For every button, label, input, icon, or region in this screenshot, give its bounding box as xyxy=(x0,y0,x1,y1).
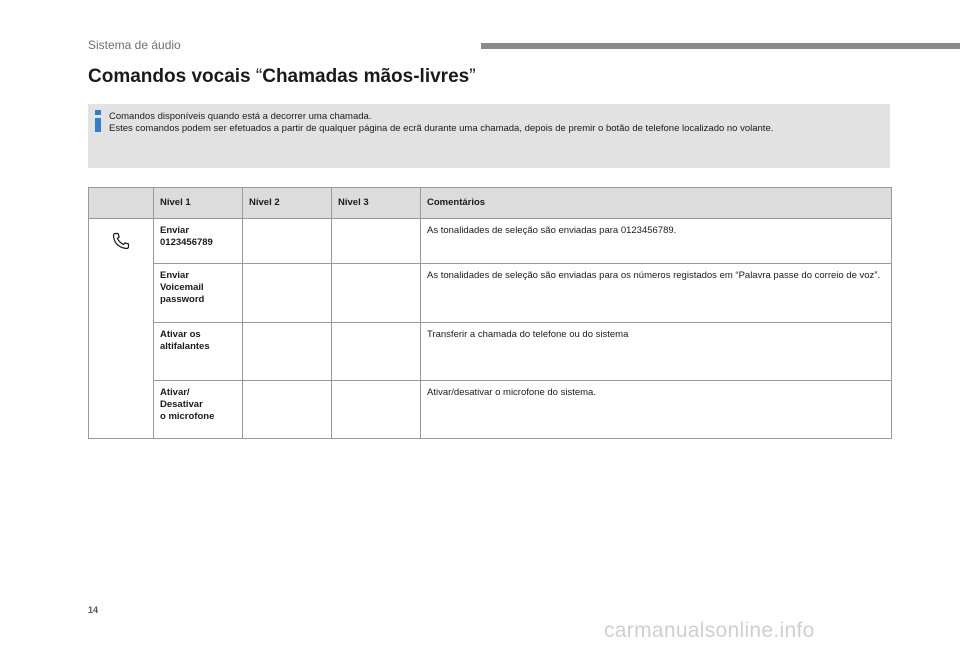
watermark-text: carmanualsonline.info xyxy=(604,619,815,642)
table-row xyxy=(89,323,892,381)
header-icon-col xyxy=(89,188,154,219)
title-open-quote: “ xyxy=(255,66,263,87)
info-icon xyxy=(95,110,103,132)
page-title xyxy=(88,66,476,88)
info-line-1: Comandos disponíveis quando está a decorrer uma chamada. xyxy=(109,111,372,122)
row-4-level-3 xyxy=(332,381,421,439)
commands-table xyxy=(88,187,892,439)
row-4-level-2 xyxy=(243,381,332,439)
icon-cell xyxy=(89,219,154,439)
row-1-level-3 xyxy=(332,219,421,264)
title-close-quote: ” xyxy=(469,66,476,87)
title-quoted: Chamadas mãos-livres xyxy=(262,66,470,87)
info-box xyxy=(88,104,890,168)
header-comments: Comentários xyxy=(421,188,892,219)
row-2-level-2 xyxy=(243,264,332,323)
table-row xyxy=(89,219,892,264)
row-4-comment: Ativar/desativar o microfone do sistema. xyxy=(421,381,892,439)
table-header-row xyxy=(89,188,892,219)
phone-icon xyxy=(111,231,131,255)
row-3-comment: Transferir a chamada do telefone ou do sistema xyxy=(421,323,892,381)
page-number: 14 xyxy=(88,605,99,615)
info-line-2: Estes comandos podem ser efetuados a partir de qualquer página de ecrã durante uma chamada, depois de premir o botão de telefone localizado no volante. xyxy=(109,123,774,134)
row-3-level-1: Ativar os altifalantes xyxy=(154,323,243,381)
row-1-level-1: Enviar 0123456789 xyxy=(154,219,243,264)
title-main: Comandos vocais xyxy=(88,66,256,87)
table-row xyxy=(89,264,892,323)
section-header: Sistema de áudio xyxy=(88,38,181,52)
header-rule xyxy=(481,43,960,49)
row-3-level-3 xyxy=(332,323,421,381)
table-row xyxy=(89,381,892,439)
header-level-2: Nível 2 xyxy=(243,188,332,219)
row-1-level-2 xyxy=(243,219,332,264)
row-2-comment: As tonalidades de seleção são enviadas para os números registados em “Palavra passe do correio de voz”. xyxy=(421,264,892,323)
row-2-level-3 xyxy=(332,264,421,323)
info-text xyxy=(109,111,884,135)
row-4-level-1: Ativar/ Desativar o microfone xyxy=(154,381,243,439)
header-level-1: Nível 1 xyxy=(154,188,243,219)
header-level-3: Nível 3 xyxy=(332,188,421,219)
row-1-comment: As tonalidades de seleção são enviadas para 0123456789. xyxy=(421,219,892,264)
row-2-level-1: Enviar Voicemail password xyxy=(154,264,243,323)
row-3-level-2 xyxy=(243,323,332,381)
